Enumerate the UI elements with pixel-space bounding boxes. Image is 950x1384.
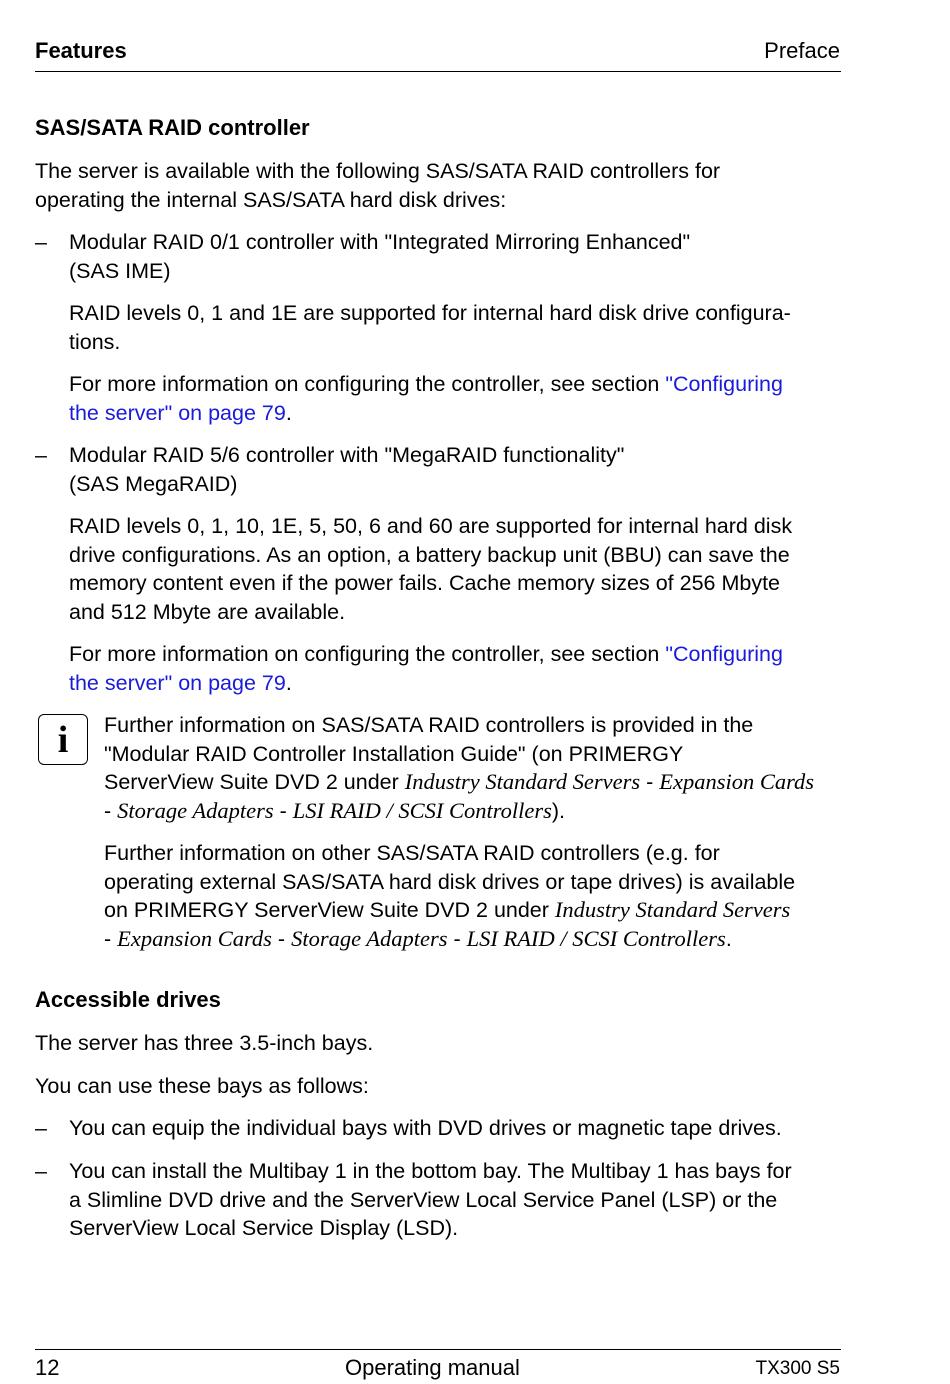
note-text: - bbox=[273, 798, 293, 823]
crossref-text: For more information on configuring the controller, see section bbox=[69, 372, 666, 396]
raid01-description bbox=[69, 299, 844, 356]
note-path-italic: LSI RAID / SCSI Controllers bbox=[292, 797, 552, 823]
info-note-1 bbox=[104, 711, 844, 825]
list-item-line: (SAS IME) bbox=[69, 258, 171, 283]
note-path-italic: Expansion Cards bbox=[117, 925, 272, 951]
note-text: on PRIMERGY ServerView Suite DVD 2 under bbox=[104, 898, 555, 922]
sas-intro-line: operating the internal SAS/SATA hard disk drives: bbox=[35, 187, 507, 212]
running-header-chapter: Preface bbox=[764, 38, 840, 63]
sas-intro-line: The server is available with the following SAS/SATA RAID controllers for bbox=[35, 159, 721, 183]
list-item-raid56 bbox=[69, 441, 844, 498]
sas-intro bbox=[35, 157, 845, 214]
drives-paragraph: The server has three 3.5-inch bays. bbox=[35, 1031, 374, 1055]
note-path-italic: Storage Adapters bbox=[291, 925, 448, 951]
footer-model: TX300 S5 bbox=[755, 1358, 840, 1379]
list-item-line: Modular RAID 0/1 controller with "Integrated Mirroring Enhanced" bbox=[69, 230, 691, 254]
note-line: Further information on SAS/SATA RAID controllers is provided in the bbox=[104, 713, 754, 737]
note-text: - bbox=[104, 798, 118, 823]
paragraph-line: RAID levels 0, 1 and 1E are supported for internal hard disk drive configura- bbox=[69, 301, 791, 325]
paragraph-line: drive configurations. As an option, a battery backup unit (BBU) can save the bbox=[69, 542, 790, 567]
list-bullet: – bbox=[35, 1159, 47, 1183]
note-text: ServerView Suite DVD 2 under bbox=[104, 770, 405, 794]
crossref-link[interactable]: the server" on page 79 bbox=[69, 400, 286, 425]
list-bullet: – bbox=[35, 1116, 47, 1140]
paragraph-line: RAID levels 0, 1, 10, 1E, 5, 50, 6 and 60 are supported for internal hard disk bbox=[69, 514, 793, 538]
note-path-italic: Expansion Cards bbox=[659, 769, 815, 794]
running-header-section: Features bbox=[35, 38, 127, 63]
crossref-link[interactable]: the server" on page 79 bbox=[69, 670, 286, 695]
note-path-italic: Industry Standard Servers bbox=[554, 897, 791, 922]
info-note-2 bbox=[104, 839, 844, 953]
drives-paragraph: You can use these bays as follows: bbox=[35, 1074, 369, 1098]
note-text: ). bbox=[551, 798, 566, 823]
paragraph-line: tions. bbox=[69, 329, 121, 354]
info-icon: i bbox=[38, 714, 88, 765]
footer-rule bbox=[35, 1349, 841, 1350]
list-item-raid01 bbox=[69, 228, 844, 285]
header-rule bbox=[35, 71, 841, 72]
section-heading-sas: SAS/SATA RAID controller bbox=[35, 115, 310, 140]
note-line: Further information on other SAS/SATA RAID controllers (e.g. for bbox=[104, 841, 720, 865]
note-path-italic: Storage Adapters bbox=[117, 797, 274, 823]
list-item-line: a Slimline DVD drive and the ServerView Local Service Panel (LSP) or the bbox=[69, 1187, 778, 1212]
crossref-link[interactable]: "Configuring bbox=[665, 372, 783, 396]
note-text: . bbox=[725, 926, 732, 951]
list-item-line: (SAS MegaRAID) bbox=[69, 471, 238, 496]
footer-title: Operating manual bbox=[345, 1355, 520, 1380]
section-heading-drives: Accessible drives bbox=[35, 987, 221, 1012]
note-line: operating external SAS/SATA hard disk drives or tape drives) is available bbox=[104, 869, 796, 894]
crossref-text: For more information on configuring the controller, see section bbox=[69, 642, 666, 666]
note-path-italic: Industry Standard Servers bbox=[404, 769, 641, 794]
raid01-crossref bbox=[69, 370, 844, 427]
note-text: - bbox=[271, 926, 292, 951]
note-line: "Modular RAID Controller Installation Guide" (on PRIMERGY bbox=[104, 741, 684, 766]
note-text: - bbox=[447, 926, 467, 951]
page-number: 12 bbox=[35, 1355, 60, 1380]
raid56-crossref bbox=[69, 640, 844, 697]
raid56-description bbox=[69, 512, 844, 626]
note-text: - bbox=[104, 926, 118, 951]
note-text: - bbox=[640, 770, 660, 794]
list-item-line: You can install the Multibay 1 in the bottom bay. The Multibay 1 has bays for bbox=[69, 1159, 792, 1183]
list-item-multibay bbox=[69, 1157, 844, 1243]
paragraph-line: memory content even if the power fails. Cache memory sizes of 256 Mbyte bbox=[69, 571, 781, 595]
crossref-text: . bbox=[285, 400, 292, 425]
list-bullet: – bbox=[35, 230, 47, 254]
paragraph-line: and 512 Mbyte are available. bbox=[69, 599, 346, 624]
list-item-bays: You can equip the individual bays with DVD drives or magnetic tape drives. bbox=[69, 1116, 782, 1140]
crossref-text: . bbox=[285, 670, 292, 695]
note-path-italic: LSI RAID / SCSI Controllers bbox=[466, 925, 726, 951]
list-bullet: – bbox=[35, 443, 47, 467]
list-item-line: ServerView Local Service Display (LSD). bbox=[69, 1216, 459, 1240]
list-item-line: Modular RAID 5/6 controller with "MegaRAID functionality" bbox=[69, 443, 625, 467]
crossref-link[interactable]: "Configuring bbox=[665, 642, 783, 666]
